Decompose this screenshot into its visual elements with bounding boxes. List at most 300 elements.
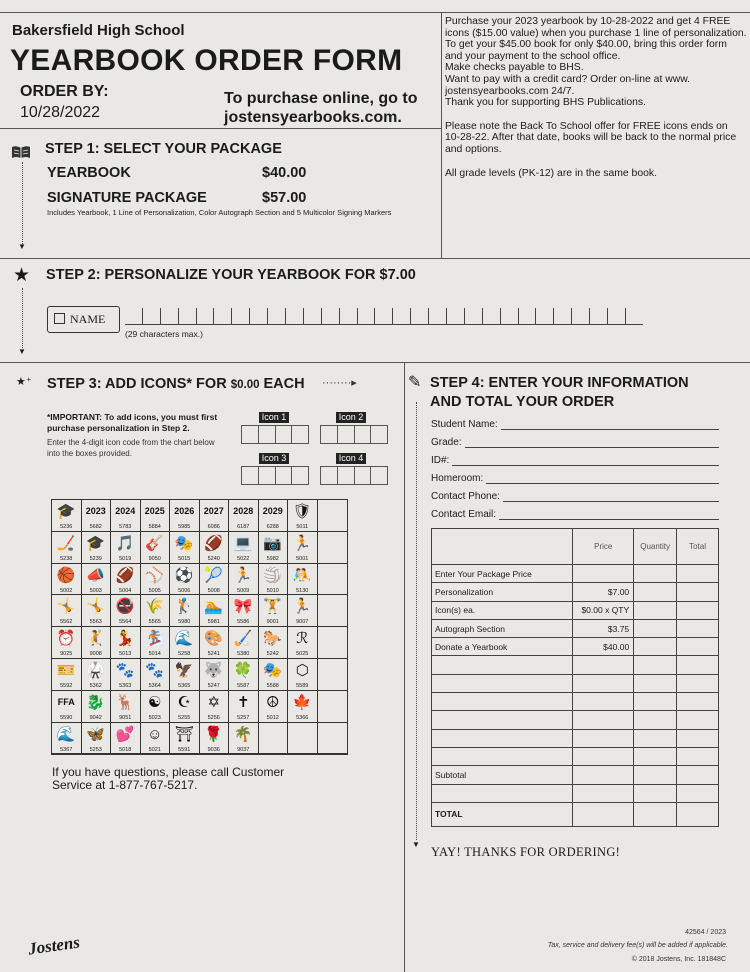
step3-title bbox=[47, 376, 305, 392]
field-underline[interactable] bbox=[499, 519, 719, 520]
icon-code: 5563 bbox=[89, 619, 102, 626]
icon-glyph: 🏑 bbox=[233, 630, 253, 648]
icon-cell bbox=[259, 723, 289, 755]
icon-code: 5589 bbox=[296, 682, 309, 689]
info-field[interactable] bbox=[431, 473, 483, 484]
icon-glyph bbox=[318, 627, 348, 651]
icon-code: 5001 bbox=[296, 555, 309, 562]
icon-glyph: 🏌 bbox=[174, 598, 194, 616]
row-price: $40.00 bbox=[573, 638, 634, 656]
icon-cell bbox=[259, 627, 289, 659]
row-quantity[interactable] bbox=[634, 619, 677, 637]
icon-glyph: 🏂 bbox=[145, 630, 165, 648]
icon-cell bbox=[141, 627, 171, 659]
row-total[interactable] bbox=[677, 729, 719, 747]
info-field[interactable] bbox=[431, 437, 462, 448]
icon-cell bbox=[318, 595, 348, 627]
row-label bbox=[432, 656, 573, 674]
step4-arrow-icon: ▼ bbox=[412, 840, 420, 849]
row-total[interactable] bbox=[677, 784, 719, 802]
icon-glyph: ⏰ bbox=[56, 630, 76, 648]
blank-header bbox=[432, 529, 573, 565]
char-slot[interactable] bbox=[464, 308, 482, 325]
char-slot[interactable] bbox=[196, 308, 214, 325]
icon-code: 5366 bbox=[296, 714, 309, 721]
icon-cell bbox=[52, 691, 82, 723]
name-input[interactable] bbox=[125, 308, 643, 325]
icon-glyph: ☯ bbox=[148, 693, 162, 711]
icon-cell bbox=[141, 659, 171, 691]
info-field[interactable] bbox=[431, 455, 449, 466]
row-total[interactable] bbox=[677, 601, 719, 619]
icon-glyph: 🤸 bbox=[56, 598, 76, 616]
header-divider bbox=[441, 12, 442, 258]
max-chars-note: (29 characters max.) bbox=[125, 329, 203, 339]
row-total[interactable] bbox=[677, 656, 719, 674]
row-total[interactable] bbox=[677, 693, 719, 711]
icon-cell bbox=[141, 564, 171, 596]
icon-glyph: 🦅 bbox=[174, 661, 194, 679]
step3-title-c: EACH bbox=[259, 376, 305, 392]
row-total[interactable] bbox=[677, 674, 719, 692]
table-row bbox=[432, 693, 719, 711]
row-price bbox=[573, 747, 634, 765]
char-slot[interactable] bbox=[231, 308, 249, 325]
icon-glyph: 🏈 bbox=[204, 534, 224, 552]
table-row bbox=[432, 583, 719, 601]
char-slot[interactable] bbox=[142, 308, 160, 325]
char-slot[interactable] bbox=[607, 308, 625, 325]
icon-code: 5253 bbox=[89, 746, 102, 753]
row-quantity[interactable] bbox=[634, 766, 677, 784]
icon-glyph: 2026 bbox=[174, 506, 195, 516]
step1-connector bbox=[22, 162, 23, 244]
icon-cell bbox=[318, 691, 348, 723]
char-slot[interactable] bbox=[321, 308, 339, 325]
row-label bbox=[432, 711, 573, 729]
table-row bbox=[432, 802, 719, 826]
field-underline[interactable] bbox=[501, 429, 719, 430]
icon1-label: Icon 1 bbox=[259, 412, 289, 423]
icon-code: 5241 bbox=[207, 651, 220, 658]
icon-code: 5884 bbox=[148, 524, 161, 530]
icon-cell bbox=[111, 532, 141, 564]
tax-note: Tax, service and delivery fee(s) will be added if applicable. bbox=[547, 942, 728, 949]
icon-glyph: 📷 bbox=[263, 534, 283, 552]
icon-glyph: 🌹 bbox=[204, 725, 224, 743]
table-row bbox=[432, 747, 719, 765]
info-line: Purchase your 2023 yearbook by 10-28-2022 and get 4 FREE bbox=[445, 16, 731, 27]
table-row bbox=[432, 601, 719, 619]
icon-glyph: 🌊 bbox=[56, 725, 76, 743]
icon-code: 5592 bbox=[60, 682, 73, 689]
icon-glyph: ⚽ bbox=[174, 566, 194, 584]
icon-cell bbox=[82, 532, 112, 564]
row-quantity[interactable] bbox=[634, 693, 677, 711]
icon-code: 6086 bbox=[207, 524, 220, 530]
icon-glyph: 2029 bbox=[262, 506, 283, 516]
icon-glyph: ✡ bbox=[207, 693, 221, 711]
char-slot[interactable] bbox=[303, 308, 321, 325]
icon-glyph: 🎓 bbox=[86, 534, 106, 552]
row-total[interactable] bbox=[677, 802, 719, 826]
icon-code: 9050 bbox=[148, 555, 161, 562]
char-slot[interactable] bbox=[535, 308, 553, 325]
icon-cell bbox=[82, 500, 112, 532]
row-total[interactable] bbox=[677, 619, 719, 637]
icon-cell bbox=[141, 723, 171, 755]
row-price bbox=[573, 693, 634, 711]
info-panel bbox=[445, 16, 745, 179]
icon-code: 6187 bbox=[237, 524, 250, 530]
row-label: Autograph Section bbox=[432, 619, 573, 637]
quantity-header: Quantity bbox=[634, 529, 677, 565]
step4-connector bbox=[416, 402, 417, 840]
icon-code: 5004 bbox=[119, 587, 132, 594]
icon-code: 5021 bbox=[148, 746, 161, 753]
icon-code: 5980 bbox=[178, 619, 191, 626]
step2-arrow-icon: ▼ bbox=[18, 347, 26, 356]
icon-cell bbox=[52, 532, 82, 564]
row-label bbox=[432, 729, 573, 747]
icon-glyph: 🛡 bbox=[292, 503, 312, 520]
icon-glyph: 🐾 bbox=[145, 661, 165, 679]
row-quantity[interactable] bbox=[634, 802, 677, 826]
icon2-code-input[interactable] bbox=[320, 425, 388, 444]
field-label: Student Name: bbox=[431, 419, 498, 430]
row-label: TOTAL bbox=[432, 802, 573, 826]
icon4-label: Icon 4 bbox=[336, 453, 366, 464]
icon-cell bbox=[82, 564, 112, 596]
row-quantity[interactable] bbox=[634, 747, 677, 765]
step2-bottom-line bbox=[0, 362, 750, 363]
icon-cell bbox=[288, 564, 318, 596]
icon-glyph: ☪ bbox=[177, 693, 191, 711]
icon-glyph: 🏋 bbox=[263, 598, 283, 616]
icon-code: 5586 bbox=[237, 619, 250, 626]
info-field[interactable] bbox=[431, 419, 498, 430]
table-row bbox=[432, 619, 719, 637]
important-note bbox=[47, 412, 217, 433]
field-underline[interactable] bbox=[465, 447, 719, 448]
icon-cell bbox=[288, 659, 318, 691]
table-row bbox=[432, 766, 719, 784]
icon-code: 5981 bbox=[207, 619, 220, 626]
icon-code: 5023 bbox=[148, 714, 161, 721]
info-line: All grade levels (PK-12) are in the same book. bbox=[445, 167, 657, 179]
icon-cell bbox=[318, 532, 348, 564]
icon-code: 5783 bbox=[119, 524, 132, 530]
char-slot[interactable] bbox=[357, 308, 375, 325]
char-slot[interactable] bbox=[267, 308, 285, 325]
icon-code: 5009 bbox=[237, 587, 250, 594]
jostens-logo: Jostens bbox=[26, 932, 81, 959]
step4-title-1: STEP 4: ENTER YOUR INFORMATION bbox=[430, 375, 689, 391]
row-price bbox=[573, 766, 634, 784]
icon-cell bbox=[170, 532, 200, 564]
icon-code: 5588 bbox=[266, 682, 279, 689]
info-line: jostensyearbooks.com 24/7. bbox=[445, 85, 575, 97]
star-icon: ★ bbox=[13, 265, 31, 286]
top-border bbox=[0, 12, 750, 13]
icon-cell bbox=[141, 500, 171, 532]
info-line: Want to pay with a credit card? Order on-line at www. bbox=[445, 73, 691, 85]
icon-cell bbox=[170, 659, 200, 691]
icon-glyph bbox=[318, 691, 348, 715]
icon-glyph: ☺ bbox=[147, 725, 163, 743]
icon-glyph: 🎵 bbox=[115, 534, 135, 552]
icon-cell bbox=[52, 500, 82, 532]
icon-glyph: 🎓 bbox=[56, 503, 76, 520]
row-total[interactable] bbox=[677, 638, 719, 656]
icon-cell bbox=[318, 500, 348, 532]
icon-glyph: 💕 bbox=[115, 725, 135, 743]
icon-code: 5564 bbox=[119, 619, 132, 626]
icon-code: 5012 bbox=[266, 714, 279, 721]
icon4-code-input[interactable] bbox=[320, 466, 388, 485]
row-total[interactable] bbox=[677, 711, 719, 729]
icon-code: 5562 bbox=[60, 619, 73, 626]
char-slot[interactable] bbox=[446, 308, 464, 325]
icon-code: 5014 bbox=[148, 651, 161, 658]
thanks-message: YAY! THANKS FOR ORDERING! bbox=[431, 845, 621, 859]
book-icon bbox=[11, 145, 31, 159]
row-quantity[interactable] bbox=[634, 729, 677, 747]
field-underline[interactable] bbox=[486, 483, 719, 484]
field-label: Contact Phone: bbox=[431, 491, 500, 502]
icon-cell bbox=[200, 532, 230, 564]
icon-code: 5363 bbox=[119, 682, 132, 689]
icon-code: 5565 bbox=[148, 619, 161, 626]
icon-cell bbox=[170, 627, 200, 659]
icon1-code-input[interactable] bbox=[241, 425, 309, 444]
icon-code: 9007 bbox=[296, 619, 309, 626]
table-row bbox=[432, 729, 719, 747]
icon-code: 9008 bbox=[89, 651, 102, 658]
pencil-icon: ✎ bbox=[408, 374, 422, 391]
name-checkbox[interactable] bbox=[47, 306, 120, 333]
icon-glyph: 🥋 bbox=[86, 661, 106, 679]
info-paragraph-1 bbox=[445, 16, 745, 109]
info-line: Thank you for supporting BHS Publications. bbox=[445, 97, 646, 109]
icon-code: 5003 bbox=[89, 587, 102, 594]
table-row bbox=[432, 674, 719, 692]
icon-cell bbox=[259, 564, 289, 596]
row-quantity[interactable] bbox=[634, 784, 677, 802]
icon-code: 5239 bbox=[89, 555, 102, 562]
header-bottom-line bbox=[0, 128, 441, 129]
step2-connector bbox=[22, 288, 23, 348]
icon-glyph: 🚭 bbox=[115, 598, 135, 616]
row-quantity[interactable] bbox=[634, 711, 677, 729]
row-label: Icon(s) ea. bbox=[432, 601, 573, 619]
icon-code: 5019 bbox=[119, 555, 132, 562]
icon-glyph bbox=[318, 532, 348, 556]
table-row bbox=[432, 638, 719, 656]
char-slot[interactable] bbox=[213, 308, 231, 325]
row-price bbox=[573, 674, 634, 692]
icon-cell bbox=[229, 627, 259, 659]
char-slot[interactable] bbox=[178, 308, 196, 325]
checkbox-icon[interactable] bbox=[54, 313, 65, 324]
char-slot[interactable] bbox=[410, 308, 428, 325]
char-slot[interactable] bbox=[160, 308, 178, 325]
signature-option[interactable]: SIGNATURE PACKAGE bbox=[47, 190, 207, 206]
online-url[interactable]: jostensyearbooks.com. bbox=[224, 109, 402, 126]
icon-cell bbox=[170, 595, 200, 627]
icon-cell bbox=[229, 595, 259, 627]
row-price bbox=[573, 656, 634, 674]
info-line: 10-28-22. After that date, books will be back to the normal price bbox=[445, 132, 737, 144]
icon-code: 5365 bbox=[178, 682, 191, 689]
icon-glyph: 🏈 bbox=[115, 566, 135, 584]
icon-code: 9051 bbox=[119, 714, 132, 721]
row-quantity[interactable] bbox=[634, 656, 677, 674]
char-slot[interactable] bbox=[518, 308, 536, 325]
row-price bbox=[573, 729, 634, 747]
table-row bbox=[432, 565, 719, 583]
icon-cell bbox=[170, 691, 200, 723]
icon-code: 5255 bbox=[178, 714, 191, 721]
icon-code: 5590 bbox=[60, 714, 73, 721]
char-slot[interactable] bbox=[553, 308, 571, 325]
icon-code: 5008 bbox=[207, 587, 220, 594]
row-label: Enter Your Package Price bbox=[432, 565, 573, 583]
icon-code: 5010 bbox=[266, 587, 279, 594]
char-slot[interactable] bbox=[571, 308, 589, 325]
row-label bbox=[432, 674, 573, 692]
icon-cell bbox=[82, 723, 112, 755]
icon-glyph bbox=[318, 659, 348, 683]
icon2-label: Icon 2 bbox=[336, 412, 366, 423]
online-line-1: To purchase online, go to bbox=[224, 90, 418, 107]
char-slot[interactable] bbox=[625, 308, 643, 325]
char-slot[interactable] bbox=[125, 308, 142, 325]
icon-glyph bbox=[318, 595, 348, 619]
row-total[interactable] bbox=[677, 565, 719, 583]
icon-glyph: ⬡ bbox=[295, 661, 309, 679]
icon-code: 5591 bbox=[178, 746, 191, 753]
order-table bbox=[431, 528, 719, 827]
icon-cell bbox=[229, 500, 259, 532]
icon-code: 5247 bbox=[207, 682, 220, 689]
icon-cell bbox=[200, 627, 230, 659]
char-slot[interactable] bbox=[500, 308, 518, 325]
icon-glyph: ⛩ bbox=[174, 725, 194, 743]
important-line-1: *IMPORTANT: To add icons, you must first bbox=[47, 412, 218, 422]
icon-glyph: 🎀 bbox=[233, 598, 253, 616]
column-divider bbox=[404, 362, 405, 972]
field-underline[interactable] bbox=[452, 465, 719, 466]
row-price bbox=[573, 784, 634, 802]
icon-cell bbox=[52, 564, 82, 596]
icon-cell bbox=[200, 595, 230, 627]
icon-glyph: 🌴 bbox=[233, 725, 253, 743]
copyright: © 2018 Jostens, Inc. 181848C bbox=[631, 956, 726, 963]
row-quantity[interactable] bbox=[634, 638, 677, 656]
icon-code: 5236 bbox=[60, 524, 73, 530]
char-slot[interactable] bbox=[392, 308, 410, 325]
char-slot[interactable] bbox=[428, 308, 446, 325]
char-slot[interactable] bbox=[249, 308, 267, 325]
icon-cell bbox=[52, 659, 82, 691]
info-line: Please note the Back To School offer for FREE icons ends on bbox=[445, 120, 728, 132]
icon-cell bbox=[318, 627, 348, 659]
table-row bbox=[432, 784, 719, 802]
icon3-code-input[interactable] bbox=[241, 466, 309, 485]
important-line-2: purchase personalization in Step 2. bbox=[47, 422, 190, 433]
icon-code: 5005 bbox=[148, 587, 161, 594]
icon-glyph: 🏊 bbox=[204, 598, 224, 616]
icon-glyph: 🐎 bbox=[263, 630, 283, 648]
info-field[interactable] bbox=[431, 491, 500, 502]
icon-glyph: ☮ bbox=[266, 693, 280, 711]
char-slot[interactable] bbox=[339, 308, 357, 325]
info-line: icons ($15.00 value) when you purchase 1 line of personalization. bbox=[445, 27, 747, 39]
icon-glyph bbox=[318, 564, 348, 588]
row-quantity[interactable] bbox=[634, 674, 677, 692]
field-underline[interactable] bbox=[503, 501, 719, 502]
icon-code: 5587 bbox=[237, 682, 250, 689]
icon-glyph: 🎾 bbox=[204, 566, 224, 584]
char-slot[interactable] bbox=[374, 308, 392, 325]
row-quantity[interactable] bbox=[634, 601, 677, 619]
char-slot[interactable] bbox=[285, 308, 303, 325]
question-line-1: If you have questions, please call Customer bbox=[52, 765, 285, 779]
icon-glyph: ⚾ bbox=[145, 566, 165, 584]
icon-cell bbox=[229, 691, 259, 723]
yearbook-option[interactable]: YEARBOOK bbox=[47, 165, 131, 181]
info-field[interactable] bbox=[431, 509, 496, 520]
icon-cell bbox=[111, 691, 141, 723]
row-quantity[interactable] bbox=[634, 583, 677, 601]
step4-title bbox=[430, 374, 689, 412]
icon-code: 5013 bbox=[119, 651, 132, 658]
icon-glyph: 2023 bbox=[85, 506, 106, 516]
online-instructions bbox=[224, 89, 417, 127]
icon-cell bbox=[200, 564, 230, 596]
icon-glyph: 🏃 bbox=[292, 534, 312, 552]
icon-cell bbox=[229, 723, 259, 755]
icon-glyph: ℛ bbox=[296, 630, 309, 648]
icon-cell bbox=[229, 659, 259, 691]
icon-code: 5240 bbox=[207, 555, 220, 562]
row-quantity[interactable] bbox=[634, 565, 677, 583]
row-total[interactable] bbox=[677, 583, 719, 601]
icon-code: 5256 bbox=[207, 714, 220, 721]
icon-glyph: 🍁 bbox=[292, 693, 312, 711]
icon-cell bbox=[141, 532, 171, 564]
icon-code: 5006 bbox=[178, 587, 191, 594]
order-by-label: ORDER BY: bbox=[20, 83, 109, 100]
icon-glyph bbox=[288, 723, 317, 747]
row-price: $0.00 x QTY bbox=[573, 601, 634, 619]
row-label bbox=[432, 784, 573, 802]
icon-glyph: 🤼 bbox=[292, 566, 312, 584]
row-total[interactable] bbox=[677, 747, 719, 765]
char-slot[interactable] bbox=[589, 308, 607, 325]
icon-cell bbox=[259, 691, 289, 723]
row-total[interactable] bbox=[677, 766, 719, 784]
icon-cell bbox=[52, 723, 82, 755]
icon-code: 9025 bbox=[60, 651, 73, 658]
char-slot[interactable] bbox=[482, 308, 500, 325]
table-row bbox=[432, 656, 719, 674]
icon-cell bbox=[318, 723, 348, 755]
icon-glyph: 📣 bbox=[86, 566, 106, 584]
icon-code: 6288 bbox=[266, 524, 279, 530]
row-label: Personalization bbox=[432, 583, 573, 601]
